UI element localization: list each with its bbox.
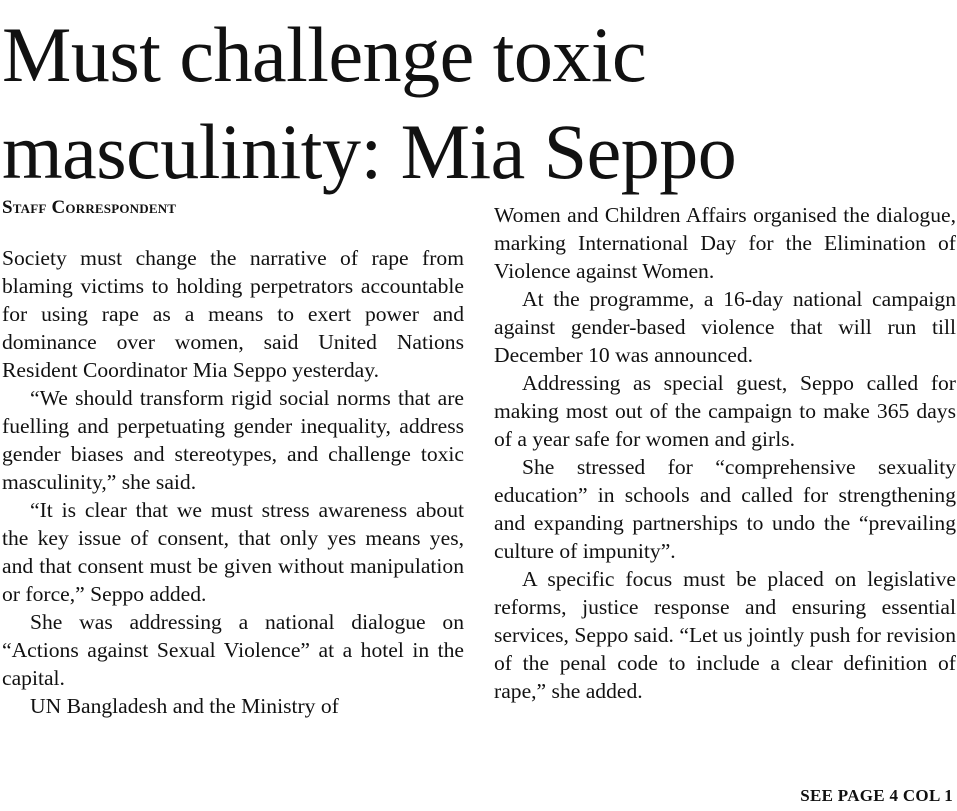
- byline: Staff Correspondent: [2, 197, 177, 218]
- right-column: [494, 201, 956, 705]
- paragraph: She stressed for “comprehensive sexuality education” in schools and called for strengthening and expanding partnerships to undo the “prevailing culture of impunity”.: [494, 455, 956, 563]
- paragraph-continuation: Women and Children Affairs organised the dialogue, marking International Day for the Elimination of Violence against Women.: [494, 203, 956, 283]
- headline-line-1: Must challenge toxic: [2, 11, 647, 98]
- headline: [2, 6, 952, 200]
- paragraph: A specific focus must be placed on legislative reforms, justice response and ensuring essential services, Seppo said. “Let us jointly push for revision of the penal code to include a clear definition of rape,” she added.: [494, 567, 956, 703]
- paragraph-continued: UN Bangladesh and the Ministry of: [30, 694, 339, 718]
- paragraph: Addressing as special guest, Seppo called for making most out of the campaign to make 365 days of a year safe for women and girls.: [494, 371, 956, 451]
- paragraph: At the programme, a 16-day national campaign against gender-based violence that will run till December 10 was announced.: [494, 287, 956, 367]
- headline-line-2: masculinity: Mia Seppo: [2, 108, 737, 195]
- paragraph: Society must change the narrative of rape from blaming victims to holding perpetrators accountable for using rape as a means to exert power and dominance over women, said United Nations Resident Coordinator Mia Seppo yesterday.: [2, 246, 464, 382]
- paragraph: She was addressing a national dialogue on “Actions against Sexual Violence” at a hotel in the capital.: [2, 610, 464, 690]
- left-column: [2, 244, 464, 720]
- paragraph: “It is clear that we must stress awareness about the key issue of consent, that only yes means yes, and that consent must be given without manipulation or force,” Seppo added.: [2, 498, 464, 606]
- paragraph: “We should transform rigid social norms that are fuelling and perpetuating gender inequality, address gender biases and stereotypes, and challenge toxic masculinity,” she said.: [2, 386, 464, 494]
- continuation-reference: SEE PAGE 4 COL 1: [800, 786, 953, 805]
